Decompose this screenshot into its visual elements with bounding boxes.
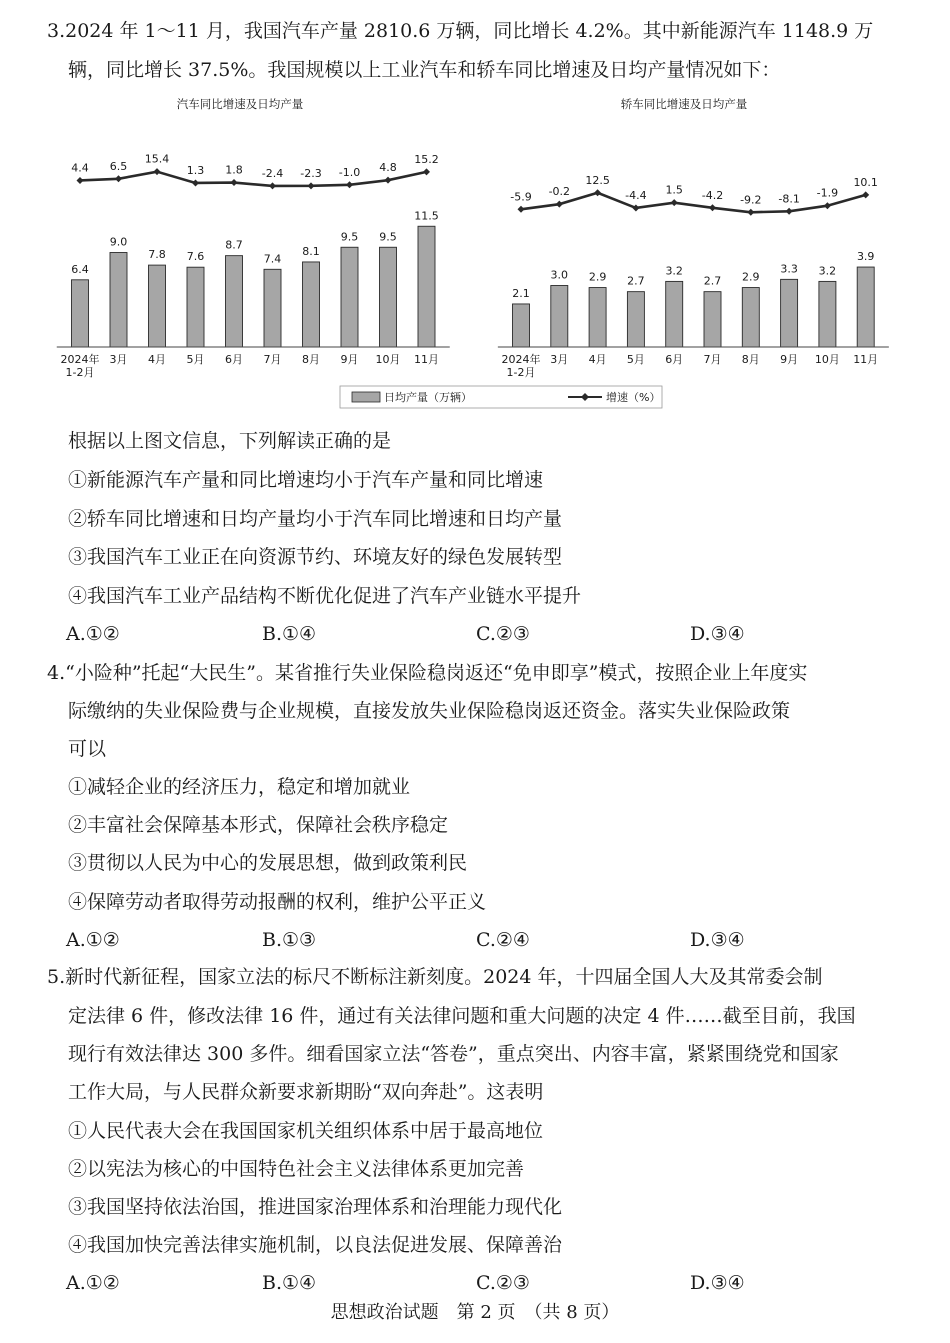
x-tick-label-1: 2024年 bbox=[60, 353, 100, 366]
x-tick-label-2: 3月 bbox=[550, 353, 569, 366]
growth-label-9: -1.9 bbox=[816, 186, 839, 200]
growth-point-6 bbox=[269, 182, 276, 189]
x-tick-label-4: 5月 bbox=[626, 353, 645, 366]
growth-point-6 bbox=[709, 204, 716, 211]
q3-option-b[interactable]: B.①④ bbox=[262, 623, 317, 645]
x-tick-label-6: 7月 bbox=[703, 353, 722, 366]
legend-bar-swatch bbox=[352, 392, 380, 402]
growth-point-2 bbox=[115, 175, 122, 182]
growth-label-3: 15.4 bbox=[144, 152, 170, 166]
charts-area bbox=[40, 92, 920, 412]
bar-label-6: 7.4 bbox=[263, 252, 282, 266]
x-tick-label-3: 4月 bbox=[148, 353, 166, 366]
growth-point-8 bbox=[346, 181, 353, 188]
growth-label-1: -5.9 bbox=[510, 190, 532, 204]
bar-7 bbox=[742, 288, 759, 347]
x-tick-label-7: 8月 bbox=[302, 353, 320, 366]
growth-label-9: 4.8 bbox=[379, 161, 397, 175]
x-tick-label-7: 8月 bbox=[741, 353, 760, 366]
growth-point-2 bbox=[556, 201, 563, 208]
legend-bar-label: 日均产量（万辆） bbox=[384, 391, 472, 404]
chart-sedan bbox=[498, 97, 889, 379]
bar-4 bbox=[187, 267, 204, 347]
q5-statement-3: ③我国坚持依法治国，推进国家治理体系和治理能力现代化 bbox=[68, 1196, 563, 1218]
bar-label-1: 6.4 bbox=[71, 262, 89, 276]
growth-label-1: 4.4 bbox=[71, 161, 89, 175]
growth-point-1 bbox=[77, 177, 84, 184]
bar-9 bbox=[380, 247, 397, 347]
growth-point-8 bbox=[786, 208, 793, 215]
x-tick-label-5: 6月 bbox=[665, 353, 684, 366]
growth-point-5 bbox=[671, 199, 678, 206]
growth-point-9 bbox=[824, 202, 831, 209]
bar-label-8: 9.5 bbox=[340, 230, 359, 244]
bar-6 bbox=[264, 269, 281, 347]
growth-point-10 bbox=[862, 191, 869, 198]
chart-title: 汽车同比增速及日均产量 bbox=[176, 97, 304, 111]
x-tick-label-3: 4月 bbox=[588, 353, 607, 366]
growth-point-3 bbox=[154, 168, 161, 175]
bar-2 bbox=[551, 286, 568, 348]
growth-label-7: -2.3 bbox=[300, 166, 322, 180]
growth-label-5: 1.5 bbox=[665, 183, 683, 197]
bar-10 bbox=[418, 226, 435, 347]
q5-statement-1: ①人民代表大会在我国国家机关组织体系中居于最高地位 bbox=[68, 1120, 544, 1142]
q3-statement-2: ②轿车同比增速和日均产量均小于汽车同比增速和日均产量 bbox=[68, 508, 563, 530]
bar-label-5: 3.2 bbox=[665, 264, 683, 278]
growth-label-2: 6.5 bbox=[109, 159, 128, 173]
q3-option-d[interactable]: D.③④ bbox=[690, 623, 745, 645]
q4-option-d[interactable]: D.③④ bbox=[690, 929, 745, 951]
growth-line bbox=[521, 193, 866, 213]
legend-line-marker bbox=[581, 393, 589, 401]
bar-label-3: 7.8 bbox=[148, 248, 166, 262]
q4-statement-2: ②丰富社会保障基本形式，保障社会秩序稳定 bbox=[68, 814, 449, 836]
x-tick-label-1: 2024年 bbox=[501, 353, 541, 366]
q3-option-a[interactable]: A.①② bbox=[66, 623, 120, 645]
bar-label-2: 9.0 bbox=[109, 235, 128, 249]
q4-stem-line-1: 4.“小险种”托起“大民生”。某省推行失业保险稳岗返还“免申即享”模式，按照企业上年度实 bbox=[47, 662, 808, 684]
q3-statement-3: ③我国汽车工业正在向资源节约、环境友好的绿色发展转型 bbox=[68, 546, 563, 568]
growth-point-1 bbox=[518, 206, 525, 213]
q5-stem-line-2: 定法律 6 件，修改法律 16 件，通过有关法律问题和重大问题的决定 4 件……截至目前，我国 bbox=[68, 1005, 856, 1027]
x-tick-label-10: 11月 bbox=[414, 353, 439, 366]
q4-option-c[interactable]: C.②④ bbox=[476, 929, 530, 951]
q4-option-a[interactable]: A.①② bbox=[66, 929, 120, 951]
x-tick-label-10: 11月 bbox=[853, 353, 879, 366]
q3-stem-line-1: 3.2024 年 1～11 月，我国汽车产量 2810.6 万辆，同比增长 4.2%。其中新能源汽车 1148.9 万 bbox=[47, 20, 874, 42]
growth-label-5: 1.8 bbox=[225, 163, 243, 177]
charts-figure bbox=[40, 92, 920, 412]
q5-stem-line-3: 现行有效法律达 300 多件。细看国家立法“答卷”，重点突出、内容丰富，紧紧围绕党和国家 bbox=[68, 1043, 839, 1065]
growth-label-8: -1.0 bbox=[338, 165, 361, 179]
q3-statement-1: ①新能源汽车产量和同比增速均小于汽车产量和同比增速 bbox=[68, 469, 544, 491]
x-tick-label-9: 10月 bbox=[375, 353, 401, 366]
bar-label-6: 2.7 bbox=[703, 274, 722, 288]
x-tick-label-1: 1-2月 bbox=[65, 366, 95, 379]
growth-label-4: -4.4 bbox=[625, 188, 647, 202]
q3-stem-line-2: 辆，同比增长 37.5%。我国规模以上工业汽车和轿车同比增速及日均产量情况如下： bbox=[68, 59, 781, 81]
q5-option-d[interactable]: D.③④ bbox=[690, 1272, 745, 1294]
q5-option-a[interactable]: A.①② bbox=[66, 1272, 120, 1294]
bar-label-8: 3.3 bbox=[780, 262, 798, 276]
q3-option-c[interactable]: C.②③ bbox=[476, 623, 530, 645]
bar-label-3: 2.9 bbox=[588, 270, 607, 284]
growth-point-7 bbox=[747, 209, 754, 216]
growth-point-9 bbox=[385, 177, 392, 184]
growth-label-2: -0.2 bbox=[548, 185, 571, 199]
bar-label-10: 11.5 bbox=[414, 209, 439, 223]
q5-option-c[interactable]: C.②③ bbox=[476, 1272, 530, 1294]
growth-line bbox=[80, 172, 427, 186]
page-footer: 思想政治试题 第 2 页 （共 8 页） bbox=[330, 1302, 620, 1323]
bar-9 bbox=[819, 281, 836, 347]
bar-1 bbox=[513, 304, 530, 347]
bar-8 bbox=[781, 279, 798, 347]
x-tick-label-8: 9月 bbox=[340, 353, 359, 366]
bar-label-5: 8.7 bbox=[225, 238, 243, 252]
x-tick-label-6: 7月 bbox=[263, 353, 282, 366]
q5-stem-line-4: 工作大局，与人民群众新要求新期盼“双向奔赴”。这表明 bbox=[68, 1081, 544, 1103]
q4-stem-line-2: 际缴纳的失业保险费与企业规模，直接发放失业保险稳岗返还资金。落实失业保险政策 bbox=[68, 700, 791, 722]
growth-label-7: -9.2 bbox=[740, 193, 762, 207]
q3-question: 根据以上图文信息，下列解读正确的是 bbox=[68, 430, 392, 452]
q4-stem-line-3: 可以 bbox=[68, 738, 107, 760]
bar-label-9: 3.2 bbox=[818, 264, 837, 278]
bar-label-9: 9.5 bbox=[379, 230, 397, 244]
x-tick-label-8: 9月 bbox=[780, 353, 799, 366]
growth-point-4 bbox=[192, 179, 199, 186]
growth-label-10: 15.2 bbox=[414, 152, 439, 166]
chart-title: 轿车同比增速及日均产量 bbox=[620, 97, 748, 111]
q5-statement-2: ②以宪法为核心的中国特色社会主义法律体系更加完善 bbox=[68, 1158, 525, 1180]
bar-6 bbox=[704, 292, 721, 347]
bar-label-1: 2.1 bbox=[512, 286, 530, 300]
bar-10 bbox=[857, 267, 874, 347]
q4-statement-1: ①减轻企业的经济压力，稳定和增加就业 bbox=[68, 776, 411, 798]
q5-option-b[interactable]: B.①④ bbox=[262, 1272, 317, 1294]
growth-label-10: 10.1 bbox=[853, 175, 878, 189]
chart-car bbox=[57, 97, 450, 379]
x-tick-label-2: 3月 bbox=[109, 353, 128, 366]
q4-statement-3: ③贯彻以人民为中心的发展思想，做到政策利民 bbox=[68, 852, 468, 874]
growth-label-6: -4.2 bbox=[701, 188, 724, 202]
x-tick-label-4: 5月 bbox=[186, 353, 205, 366]
bar-5 bbox=[226, 256, 243, 347]
x-tick-label-1: 1-2月 bbox=[506, 366, 536, 379]
growth-point-7 bbox=[308, 182, 315, 189]
bar-label-7: 2.9 bbox=[742, 270, 760, 284]
bar-5 bbox=[666, 281, 683, 347]
bar-2 bbox=[110, 253, 127, 348]
growth-point-5 bbox=[231, 179, 238, 186]
growth-label-3: 12.5 bbox=[585, 173, 610, 187]
bar-3 bbox=[589, 288, 606, 347]
bar-label-10: 3.9 bbox=[856, 250, 875, 264]
bar-4 bbox=[627, 292, 644, 347]
x-tick-label-5: 6月 bbox=[225, 353, 243, 366]
bar-label-4: 2.7 bbox=[627, 274, 645, 288]
legend-line-label: 增速（%） bbox=[606, 391, 661, 404]
q3-statement-4: ④我国汽车工业产品结构不断优化促进了汽车产业链水平提升 bbox=[68, 585, 582, 607]
chart-legend bbox=[340, 386, 662, 408]
bar-8 bbox=[341, 247, 358, 347]
growth-point-3 bbox=[594, 189, 601, 196]
x-tick-label-9: 10月 bbox=[814, 353, 840, 366]
growth-label-4: 1.3 bbox=[186, 163, 205, 177]
bar-7 bbox=[303, 262, 320, 347]
growth-point-10 bbox=[423, 168, 430, 175]
bar-1 bbox=[72, 280, 89, 347]
bar-label-7: 8.1 bbox=[302, 244, 320, 258]
q5-statement-4: ④我国加快完善法律实施机制，以良法促进发展、保障善治 bbox=[68, 1234, 563, 1256]
growth-label-8: -8.1 bbox=[778, 192, 800, 206]
growth-point-4 bbox=[632, 204, 639, 211]
growth-label-6: -2.4 bbox=[261, 166, 284, 180]
q5-stem-line-1: 5.新时代新征程，国家立法的标尺不断标注新刻度。2024 年，十四届全国人大及其常委会制 bbox=[47, 966, 823, 988]
bar-label-2: 3.0 bbox=[550, 268, 569, 282]
bar-3 bbox=[149, 265, 166, 347]
q4-statement-4: ④保障劳动者取得劳动报酬的权利，维护公平正义 bbox=[68, 891, 487, 913]
q4-option-b[interactable]: B.①③ bbox=[262, 929, 317, 951]
bar-label-4: 7.6 bbox=[186, 250, 205, 264]
